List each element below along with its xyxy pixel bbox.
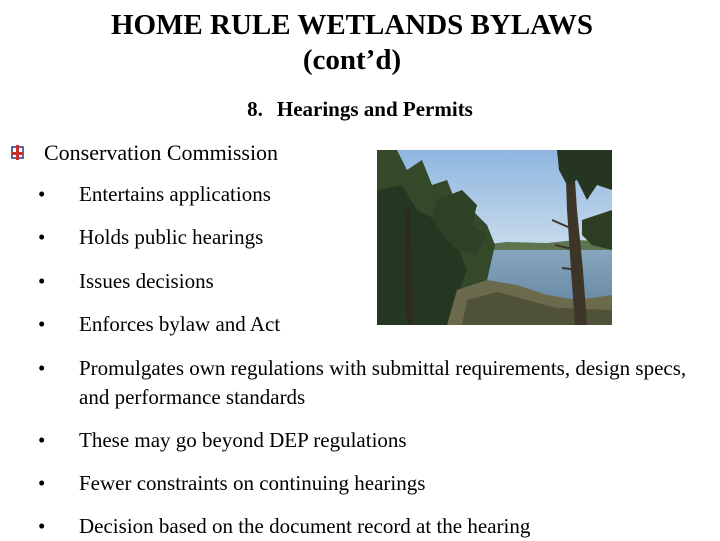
- list-item: [38, 426, 710, 455]
- bullet-dot: •: [38, 312, 46, 336]
- list-item-text: Issues decisions: [79, 269, 214, 293]
- slide-title-line-1: HOME RULE WETLANDS BYLAWS: [110, 9, 594, 41]
- slide-title-line-2: (cont’d): [302, 44, 402, 76]
- list-item-text: Holds public hearings: [79, 225, 264, 249]
- list-item-text: These may go beyond DEP regulations: [79, 428, 407, 452]
- bullet-dot: •: [38, 225, 46, 249]
- bullet-dot: •: [38, 514, 46, 538]
- section-heading-text: Hearings and Permits: [276, 97, 473, 121]
- slide-title: [0, 8, 704, 78]
- main-bullet-label: Conservation Commission: [44, 140, 279, 165]
- list-item-text: Entertains applications: [79, 182, 271, 206]
- bullet-dot: •: [38, 356, 46, 380]
- bullet-dot: •: [38, 471, 46, 495]
- list-item-text: Enforces bylaw and Act: [79, 312, 281, 336]
- list-item-text: Fewer constraints on continuing hearings: [79, 471, 426, 495]
- section-heading: [0, 96, 720, 122]
- bullet-dot: •: [38, 269, 46, 293]
- list-item-text: Promulgates own regulations with submittal requirements, design specs, and performance standards: [79, 356, 687, 409]
- main-bullet-item: [8, 138, 278, 168]
- list-item: [38, 354, 710, 412]
- bullet-dot: •: [38, 428, 46, 452]
- lake-pines-photo: [377, 150, 612, 325]
- list-item: [38, 512, 710, 541]
- bullet-dot: •: [38, 182, 46, 206]
- list-item: [38, 469, 710, 498]
- section-number: 8.: [247, 97, 263, 121]
- checkbox-bullet-icon: [8, 143, 28, 163]
- list-item-text: Decision based on the document record at the hearing: [79, 514, 531, 538]
